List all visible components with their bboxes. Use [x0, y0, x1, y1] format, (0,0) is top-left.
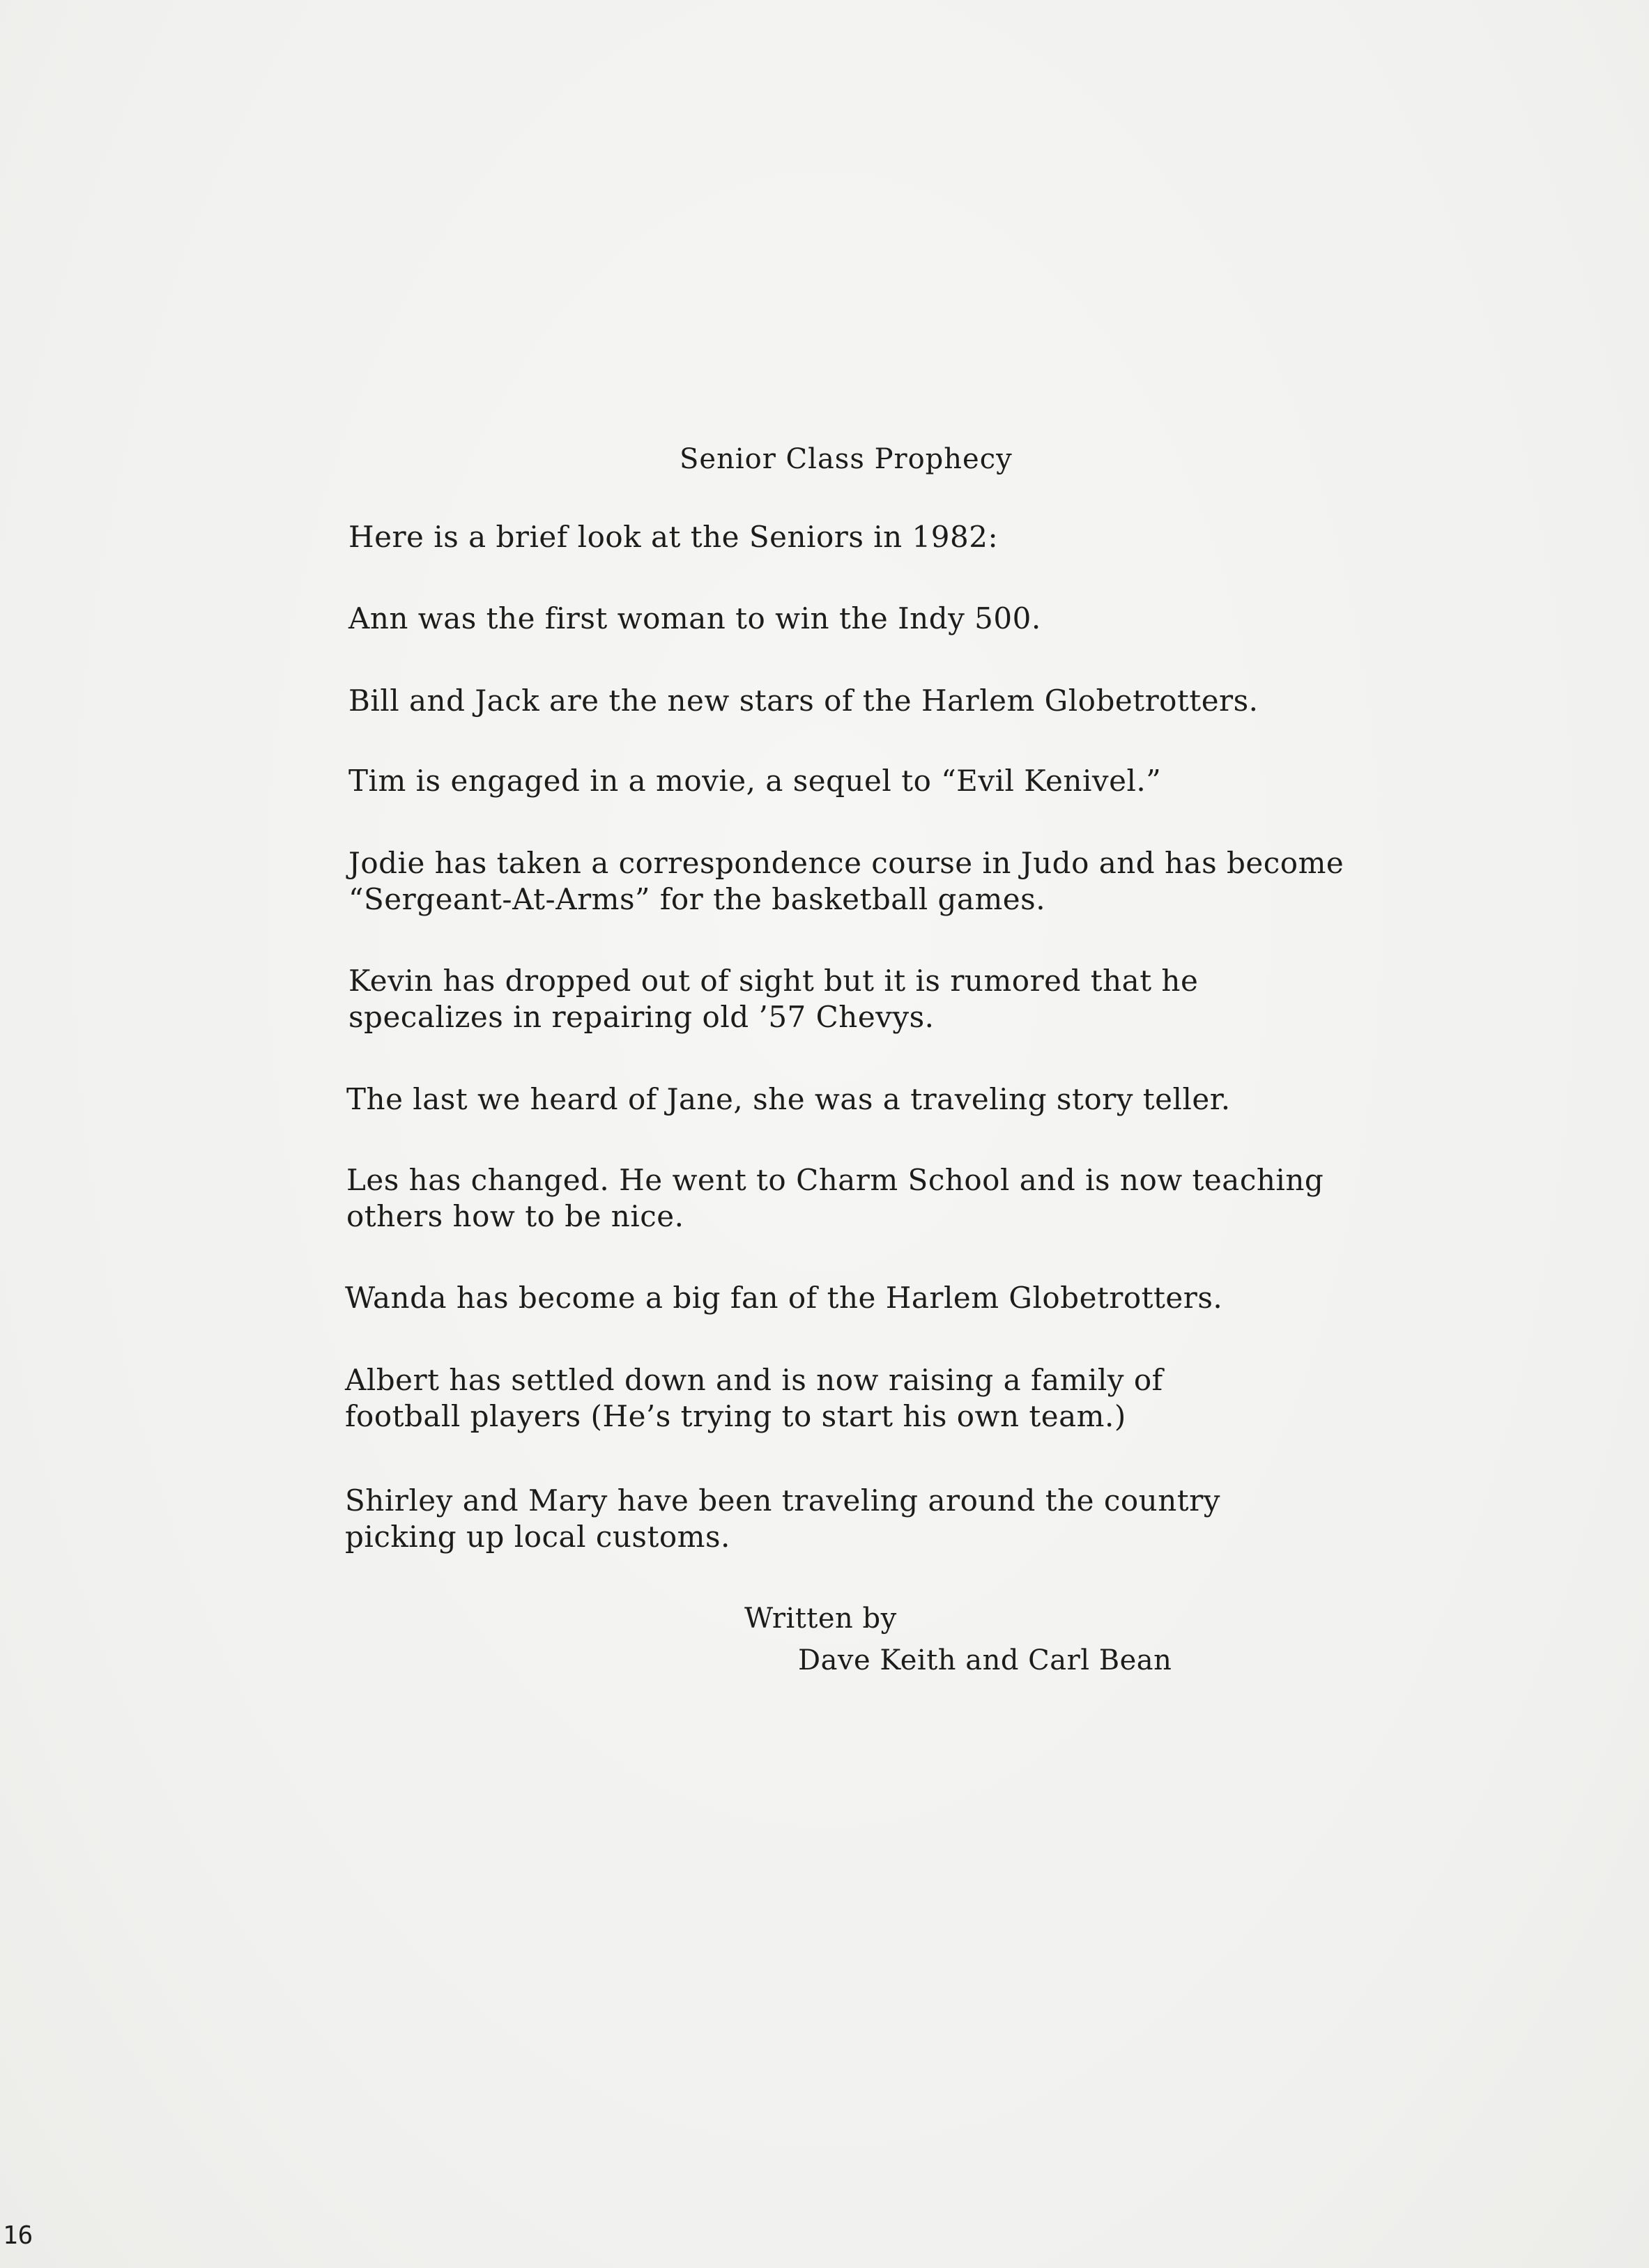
paragraph-jodie [348, 845, 1344, 918]
paragraph-intro [348, 519, 998, 555]
paragraph-albert [345, 1362, 1163, 1435]
paragraph-bill-jack [348, 683, 1259, 719]
paragraph-les [346, 1162, 1324, 1235]
paragraph-tim [348, 763, 1161, 799]
text-line: picking up local customs. [345, 1520, 730, 1554]
text-line: football players (He’s trying to start his own team.) [345, 1399, 1126, 1433]
text-line: Albert has settled down and is now raising a family of [345, 1363, 1163, 1397]
text-line: others how to be nice. [346, 1199, 684, 1233]
text-line: Kevin has dropped out of sight but it is rumored that he [348, 964, 1199, 998]
paragraph-wanda [345, 1280, 1222, 1316]
text-line: Here is a brief look at the Seniors in 1982: [348, 520, 999, 554]
page-number: 16 [3, 2221, 33, 2250]
text-line: The last we heard of Jane, she was a traveling story teller. [346, 1082, 1231, 1116]
paragraph-ann [348, 601, 1041, 637]
text-line: Wanda has become a big fan of the Harlem Globetrotters. [345, 1281, 1223, 1315]
text-line: specalizes in repairing old ’57 Chevys. [348, 1000, 935, 1034]
text-line: Jodie has taken a correspondence course in Judo and has become [348, 846, 1344, 880]
text-line: Tim is engaged in a movie, a sequel to “Evil Kenivel.” [348, 764, 1162, 798]
paragraph-kevin [348, 963, 1198, 1035]
paragraph-shirley-mary [345, 1483, 1220, 1555]
paragraph-jane [346, 1081, 1231, 1118]
page-title: Senior Class Prophecy [680, 443, 1013, 475]
text-line: Les has changed. He went to Charm School and is now teaching [346, 1163, 1324, 1197]
text-line: Bill and Jack are the new stars of the Harlem Globetrotters. [348, 684, 1259, 718]
text-line: Ann was the first woman to win the Indy 500. [348, 601, 1041, 635]
written-by-label: Written by [744, 1603, 897, 1635]
authors-line: Dave Keith and Carl Bean [798, 1644, 1172, 1676]
text-line: “Sergeant-At-Arms” for the basketball games. [348, 882, 1046, 916]
text-line: Shirley and Mary have been traveling around the country [345, 1483, 1220, 1518]
